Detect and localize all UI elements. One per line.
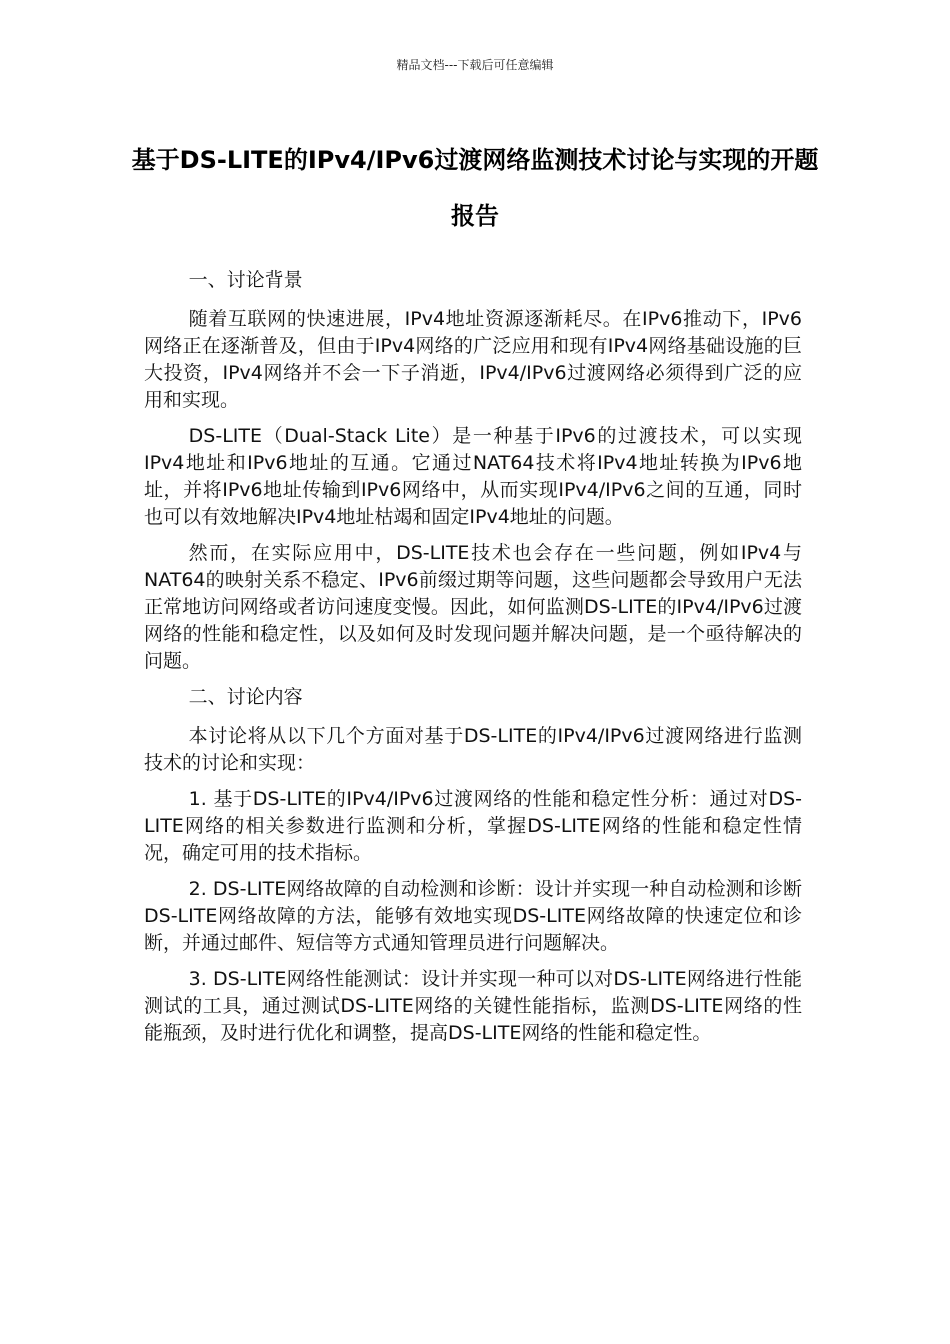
list-item: 2. DS-LITE网络故障的自动检测和诊断：设计并实现一种自动检测和诊断DS-LITE网络故障的方法，能够有效地实现DS-LITE网络故障的快速定位和诊断，并通过邮件、短信等方式通知管理员进行问题解决。 [144,878,802,954]
header-note: 精品文档---下载后可任意编辑 [396,58,554,72]
section-heading-background: 一、讨论背景 [188,269,303,291]
paragraph: 然而，在实际应用中，DS-LITE技术也会存在一些问题，例如IPv4与NAT64的映射关系不稳定、IPv6前缀过期等问题，这些问题都会导致用户无法正常地访问网络或者访问速度变慢。因此，如何监测DS-LITE的IPv4/IPv6过渡网络的性能和稳定性，以及如何及时发现问题并解决问题，是一个亟待解决的问题。 [144,542,802,672]
document-body [144,267,802,1056]
document-title: 基于DS-LITE的IPv4/IPv6过渡网络监测技术讨论与实现的开题报告 [131,146,819,230]
paragraph: 本讨论将从以下几个方面对基于DS-LITE的IPv4/IPv6过渡网络进行监测技术的讨论和实现： [144,725,802,774]
list-item: 3. DS-LITE网络性能测试：设计并实现一种可以对DS-LITE网络进行性能测试的工具，通过测试DS-LITE网络的关键性能指标，监测DS-LITE网络的性能瓶颈，及时进行优化和调整，提高DS-LITE网络的性能和稳定性。 [144,968,802,1044]
paragraph: 随着互联网的快速进展，IPv4地址资源逐渐耗尽。在IPv6推动下，IPv6网络正在逐渐普及，但由于IPv4网络的广泛应用和现有IPv4网络基础设施的巨大投资，IPv4网络并不会一下子消逝，IPv4/IPv6过渡网络必须得到广泛的应用和实现。 [144,308,802,411]
section-heading-content: 二、讨论内容 [188,686,303,708]
list-item: 1. 基于DS-LITE的IPv4/IPv6过渡网络的性能和稳定性分析：通过对DS-LITE网络的相关参数进行监测和分析，掌握DS-LITE网络的性能和稳定性情况，确定可用的技术指标。 [144,788,802,864]
paragraph: DS-LITE（Dual-Stack Lite）是一种基于IPv6的过渡技术，可以实现IPv4地址和IPv6地址的互通。它通过NAT64技术将IPv4地址转换为IPv6地址，并将IPv6地址传输到IPv6网络中，从而实现IPv4/IPv6之间的互通，同时也可以有效地解决IPv4地址枯竭和固定IPv4地址的问题。 [144,425,802,528]
